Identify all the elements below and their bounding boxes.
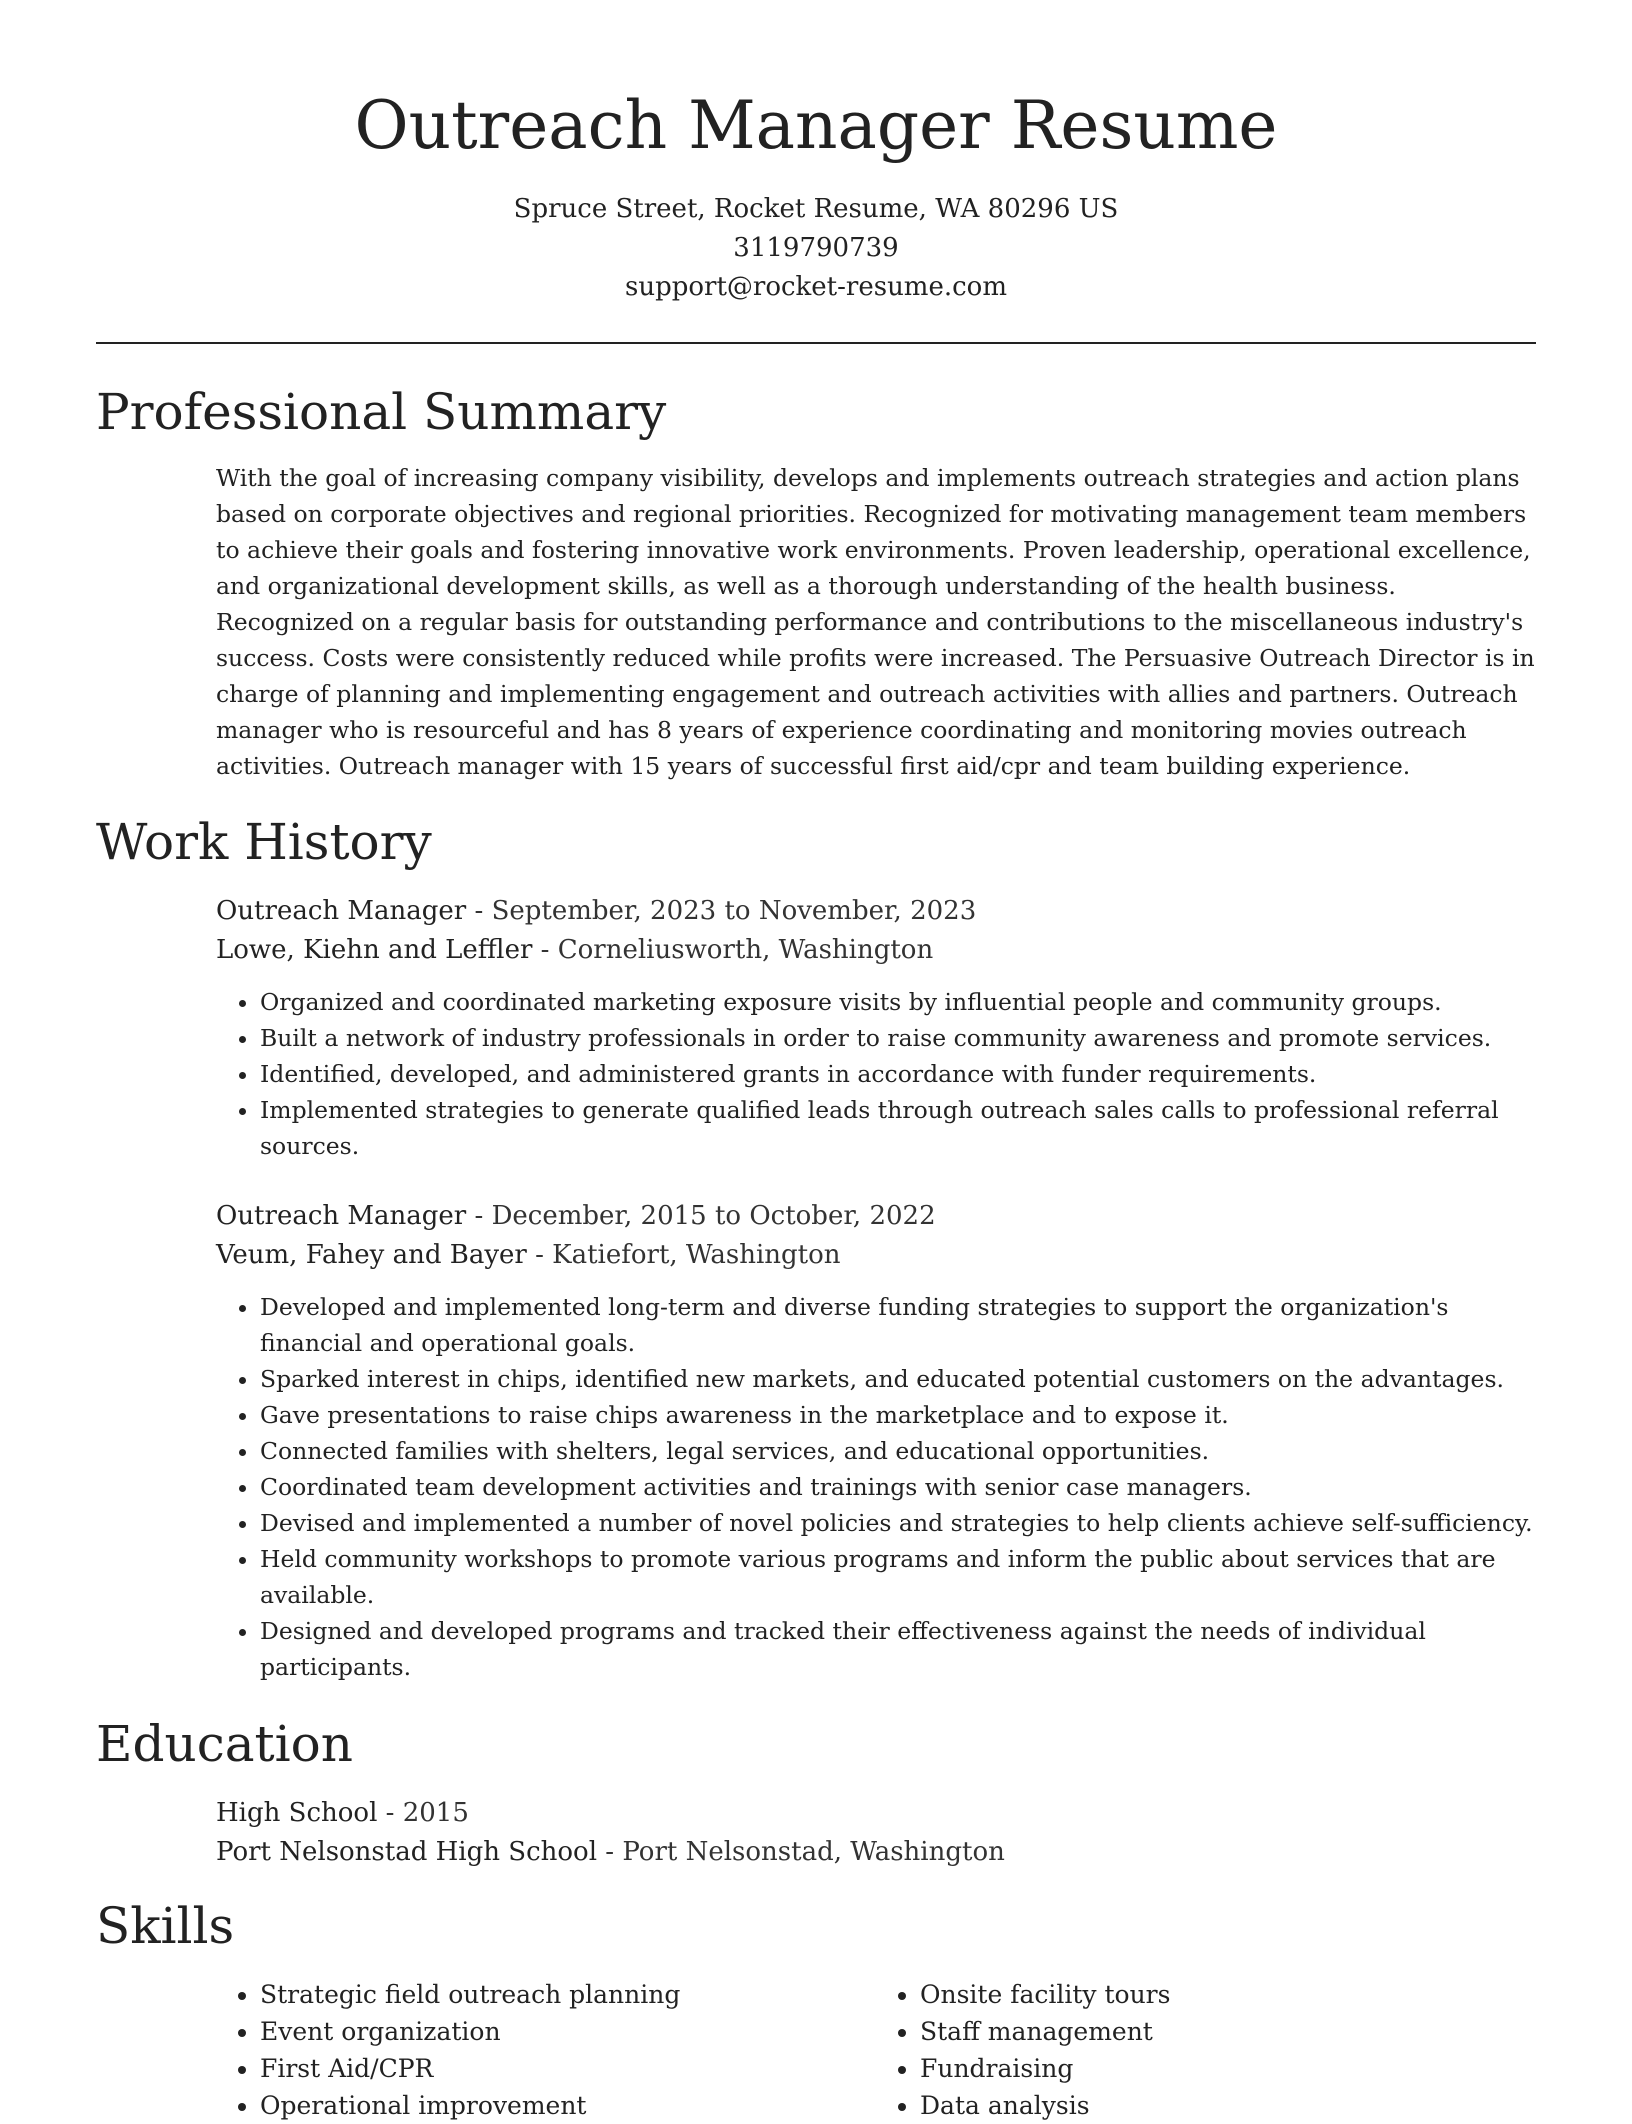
summary-section xyxy=(216,460,1536,784)
separator: - xyxy=(526,1240,553,1270)
education-school-line xyxy=(216,1833,1536,1872)
education-degree: High School xyxy=(216,1798,378,1828)
education-location: Port Nelsonstad, Washington xyxy=(622,1837,1005,1867)
education-school: Port Nelsonstad High School xyxy=(216,1837,598,1867)
address: Spruce Street, Rocket Resume, WA 80296 US xyxy=(513,194,1119,224)
job-dates: December, 2015 to October, 2022 xyxy=(491,1201,936,1231)
skill-item: • Event organization xyxy=(260,2013,876,2050)
job-bullet: • Identified, developed, and administered grants in accordance with funder requirements. xyxy=(260,1056,1536,1092)
job-location: Katiefort, Washington xyxy=(552,1240,841,1270)
skills-list-left xyxy=(216,1976,876,2124)
job-bullet: • Designed and developed programs and tracked their effectiveness against the needs of individual participants. xyxy=(260,1613,1536,1685)
job-entry xyxy=(216,892,1536,1164)
summary-heading: Professional Summary xyxy=(96,383,667,441)
job-bullet: • Held community workshops to promote various programs and inform the public about services that are available. xyxy=(260,1541,1536,1613)
job-bullet: • Coordinated team development activities and trainings with senior case managers. xyxy=(260,1469,1536,1505)
resume-title: Outreach Manager Resume xyxy=(354,87,1278,164)
job-title: Outreach Manager xyxy=(216,1201,467,1231)
email: support@rocket-resume.com xyxy=(624,272,1007,302)
separator: - xyxy=(532,935,558,965)
separator: - xyxy=(466,1201,492,1231)
work-history-heading: Work History xyxy=(96,813,432,871)
job-title-line xyxy=(216,892,1536,931)
job-bullet: • Gave presentations to raise chips awareness in the marketplace and to expose it. xyxy=(260,1397,1536,1433)
job-entry xyxy=(216,1197,1536,1685)
job-dates: September, 2023 to November, 2023 xyxy=(491,896,977,926)
contact-block xyxy=(96,190,1536,307)
job-bullet: • Sparked interest in chips, identified new markets, and educated potential customers on the advantages. xyxy=(260,1361,1536,1397)
skill-item: • Fundraising xyxy=(920,2050,1536,2087)
skill-item: • Data analysis xyxy=(920,2087,1536,2124)
separator: - xyxy=(377,1798,403,1828)
skill-item: • Operational improvement xyxy=(260,2087,876,2124)
job-bullet: • Devised and implemented a number of novel policies and strategies to help clients achieve self-sufficiency. xyxy=(260,1505,1536,1541)
summary-text: With the goal of increasing company visibility, develops and implements outreach strategies and action plans based on corporate objectives and regional priorities. Recognized for motivating management team members to achieve their goals and fostering innovative work environments. Proven leadership, operational excellence, and organizational development skills, as well as a thorough understanding of the health business. Recognized on a regular basis for outstanding performance and contributions to the miscellaneous industry's success. Costs were consistently reduced while profits were increased. The Persuasive Outreach Director is in charge of planning and implementing engagement and outreach activities with allies and partners. Outreach manager who is resourceful and has 8 years of experience coordinating and monitoring movies outreach activities. Outreach manager with 15 years of successful first aid/cpr and team building experience. xyxy=(216,464,1535,780)
job-location: Corneliusworth, Washington xyxy=(557,935,934,965)
skills-columns xyxy=(216,1976,1536,2124)
skill-item: • Onsite facility tours xyxy=(920,1976,1536,2013)
job-bullets xyxy=(216,1289,1536,1685)
skill-item: • Staff management xyxy=(920,2013,1536,2050)
separator: - xyxy=(466,896,492,926)
job-company: Lowe, Kiehn and Leffler xyxy=(216,935,533,965)
job-company: Veum, Fahey and Bayer xyxy=(216,1240,527,1270)
separator: - xyxy=(597,1837,623,1867)
job-bullet: • Implemented strategies to generate qualified leads through outreach sales calls to professional referral sources. xyxy=(260,1092,1536,1164)
job-bullet: • Connected families with shelters, legal services, and educational opportunities. xyxy=(260,1433,1536,1469)
education-year: 2015 xyxy=(402,1798,469,1828)
job-bullets xyxy=(216,984,1536,1164)
skills-section xyxy=(216,1976,1536,2124)
education-degree-line xyxy=(216,1794,1536,1833)
skills-heading: Skills xyxy=(96,1897,235,1955)
resume-header xyxy=(96,80,1536,307)
job-bullet: • Developed and implemented long-term and diverse funding strategies to support the organization's financial and operational goals. xyxy=(260,1289,1536,1361)
skill-item: • Strategic field outreach planning xyxy=(260,1976,876,2013)
job-title: Outreach Manager xyxy=(216,896,467,926)
job-bullet: • Organized and coordinated marketing exposure visits by influential people and community groups. xyxy=(260,984,1536,1020)
job-company-line xyxy=(216,931,1536,970)
education-heading: Education xyxy=(96,1715,353,1773)
job-bullet: • Built a network of industry professionals in order to raise community awareness and promote services. xyxy=(260,1020,1536,1056)
job-title-line xyxy=(216,1197,1536,1236)
header-divider xyxy=(96,342,1536,344)
phone: 3119790739 xyxy=(733,233,899,263)
skill-item: • First Aid/CPR xyxy=(260,2050,876,2087)
skills-list-right xyxy=(876,1976,1536,2124)
job-company-line xyxy=(216,1236,1536,1275)
education-entry xyxy=(216,1794,1536,1872)
